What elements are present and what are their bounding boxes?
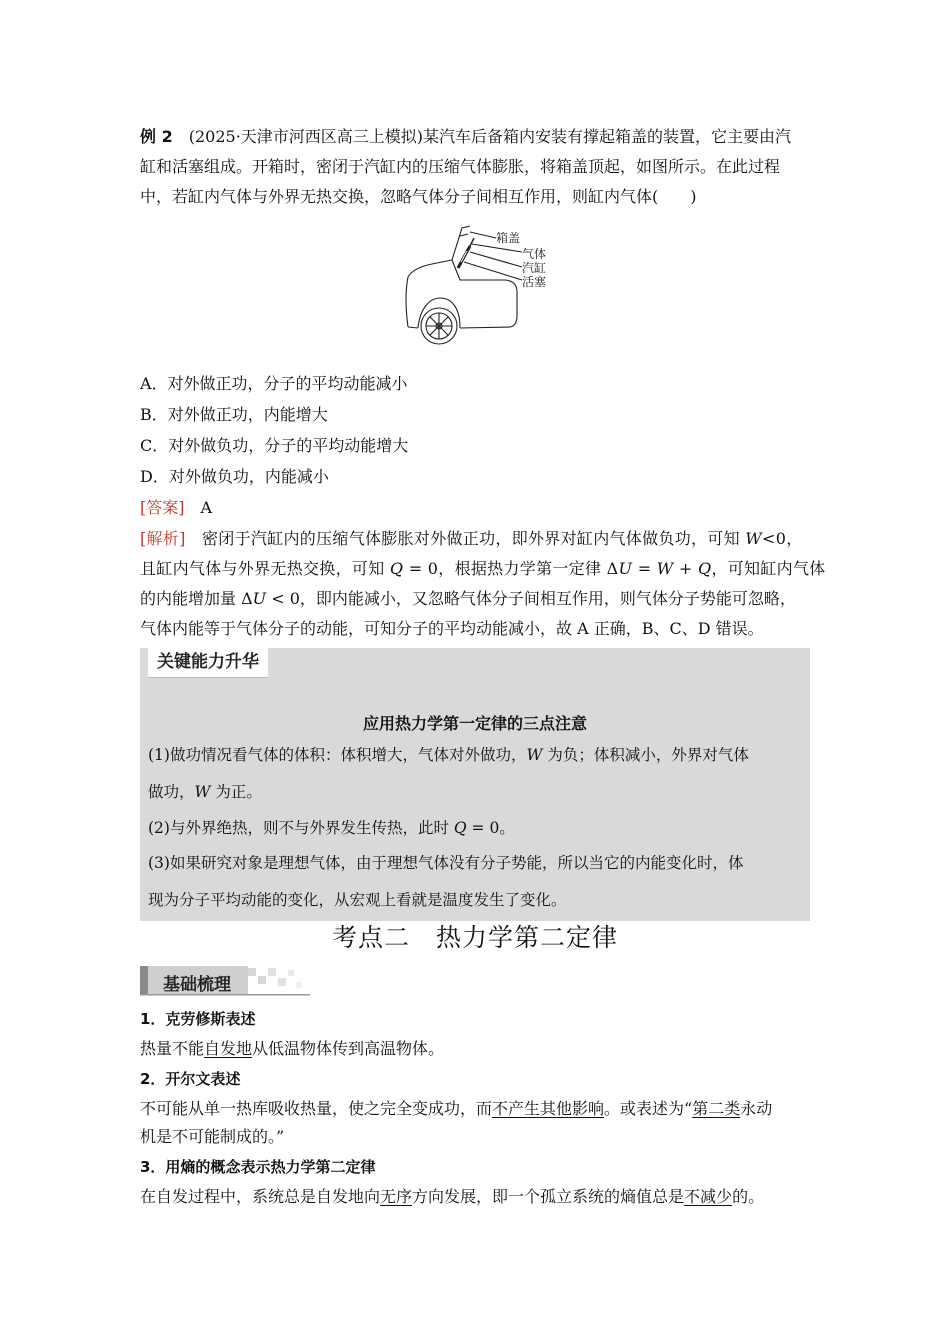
answer-value: A	[200, 498, 213, 517]
item-text: 永动	[740, 1099, 773, 1118]
item-underlined: 第二类	[692, 1099, 741, 1118]
key-point-1-line-2	[148, 782, 262, 802]
section-title: 考点二 热力学第二定律	[331, 923, 618, 952]
item-2-body-line-1	[140, 1099, 772, 1119]
example-stem-line-3: 中，若缸内气体与外界无热交换，忽略气体分子间相互作用，则缸内气体( )	[140, 187, 697, 206]
item-text: 从低温物体传到高温物体。	[252, 1039, 445, 1058]
analysis-text: = 0，根据热力学第一定律 Δ	[403, 559, 619, 578]
key-ability-title: 应用热力学第一定律的三点注意	[362, 714, 587, 733]
analysis-text: 的内能增加量 Δ	[140, 589, 253, 608]
example-stem-text: 某汽车后备箱内安装有撑起箱盖的装置，它主要由汽	[423, 127, 792, 146]
analysis-var: U	[618, 559, 633, 578]
item-3-body	[140, 1187, 764, 1207]
key-point-1-line-1	[148, 745, 749, 765]
analysis-text: 且缸内气体与外界无热交换，可知	[140, 559, 390, 578]
item-underlined: 无序	[380, 1187, 413, 1206]
analysis-label: [解析]	[140, 529, 186, 548]
item-text: 热量不能	[140, 1039, 205, 1058]
item-1-body	[140, 1039, 444, 1059]
analysis-line-3	[140, 589, 796, 609]
analysis-line-4: 气体内能等于气体分子的动能，可知分子的平均动能减小，故 A 正确，B、C、D 错误。	[140, 619, 764, 638]
item-underlined: 不产生其他影响	[492, 1099, 605, 1118]
key-point-text: = 0。	[466, 819, 515, 837]
answer-label: [答案]	[140, 498, 185, 517]
figure-label-piston: 活塞	[522, 275, 547, 289]
key-point-text: (1)做功情况看气体的体积：体积增大，气体对外做功，	[148, 746, 527, 764]
basic-banner-label: 基础梳理	[163, 975, 231, 995]
analysis-line-2	[140, 559, 826, 579]
item-text: 。或表述为“	[604, 1099, 693, 1118]
key-ability-tag: 关键能力升华	[148, 648, 268, 678]
figure-label-lid: 箱盖	[496, 231, 521, 245]
option-d: D．对外做负功，内能减小	[140, 467, 329, 486]
example-stem-line-2: 缸和活塞组成。开箱时，密闭于汽缸内的压缩气体膨胀，将箱盖顶起，如图所示。在此过程	[140, 157, 781, 176]
analysis-line-1	[140, 529, 803, 549]
key-point-text: 为正。	[210, 783, 262, 801]
figure-label-cylinder: 汽缸	[522, 261, 547, 275]
analysis-text: ，可知缸内气体	[711, 559, 826, 578]
option-c: C．对外做负功，分子的平均动能增大	[140, 436, 409, 455]
option-b: B．对外做正功，内能增大	[140, 405, 328, 424]
item-text: 不可能从单一热库吸收热量，使之完全变成功，而	[140, 1099, 493, 1118]
item-1-heading: 1．克劳修斯表述	[140, 1010, 256, 1028]
key-point-2	[148, 818, 515, 838]
item-2-body-line-2: 机是不可能制成的。”	[140, 1127, 285, 1146]
item-underlined: 自发地	[204, 1039, 253, 1058]
key-point-text: 为负；体积减小，外界对气体	[542, 746, 749, 764]
item-text: 方向发展，即一个孤立系统的熵值总是	[412, 1187, 685, 1206]
example-stem-line-1	[140, 127, 791, 147]
example-label: 例 2	[140, 127, 173, 146]
analysis-text: +	[673, 559, 699, 578]
item-text: 在自发过程中，系统总是自发地向	[140, 1187, 381, 1206]
analysis-var: U	[252, 589, 267, 608]
answer-line	[140, 498, 212, 518]
key-point-3-line-1: (3)如果研究对象是理想气体，由于理想气体没有分子势能，所以当它的内能变化时，体	[148, 854, 744, 872]
analysis-var: W	[745, 529, 763, 548]
analysis-text: 密闭于汽缸内的压缩气体膨胀对外做正功，即外界对缸内气体做负功，可知	[202, 529, 746, 548]
key-point-3-line-2: 现为分子平均动能的变化，从宏观上看就是温度发生了变化。	[148, 891, 567, 909]
analysis-var: Q	[389, 559, 404, 578]
car-trunk-figure	[400, 222, 560, 354]
item-text: 的。	[732, 1187, 765, 1206]
analysis-text: < 0，即内能减小，又忽略气体分子间相互作用，则气体分子势能可忽略，	[266, 589, 796, 608]
analysis-text: <0，	[762, 529, 803, 548]
analysis-text: =	[632, 559, 657, 578]
key-point-text: 做功，	[148, 783, 195, 801]
item-2-heading: 2．开尔文表述	[140, 1070, 241, 1088]
key-point-var: Q	[453, 819, 467, 837]
option-a: A．对外做正功，分子的平均动能减小	[140, 374, 408, 393]
analysis-var: Q	[698, 559, 712, 578]
example-source: (2025·天津市河西区高三上模拟)	[188, 127, 424, 146]
item-3-heading: 3．用熵的概念表示热力学第二定律	[140, 1158, 376, 1176]
key-point-var: W	[194, 783, 211, 801]
key-point-text: (2)与外界绝热，则不与外界发生传热，此时	[148, 819, 454, 837]
figure-label-gas: 气体	[522, 247, 547, 261]
item-underlined: 不减少	[684, 1187, 733, 1206]
key-point-var: W	[526, 746, 543, 764]
analysis-var: W	[656, 559, 674, 578]
